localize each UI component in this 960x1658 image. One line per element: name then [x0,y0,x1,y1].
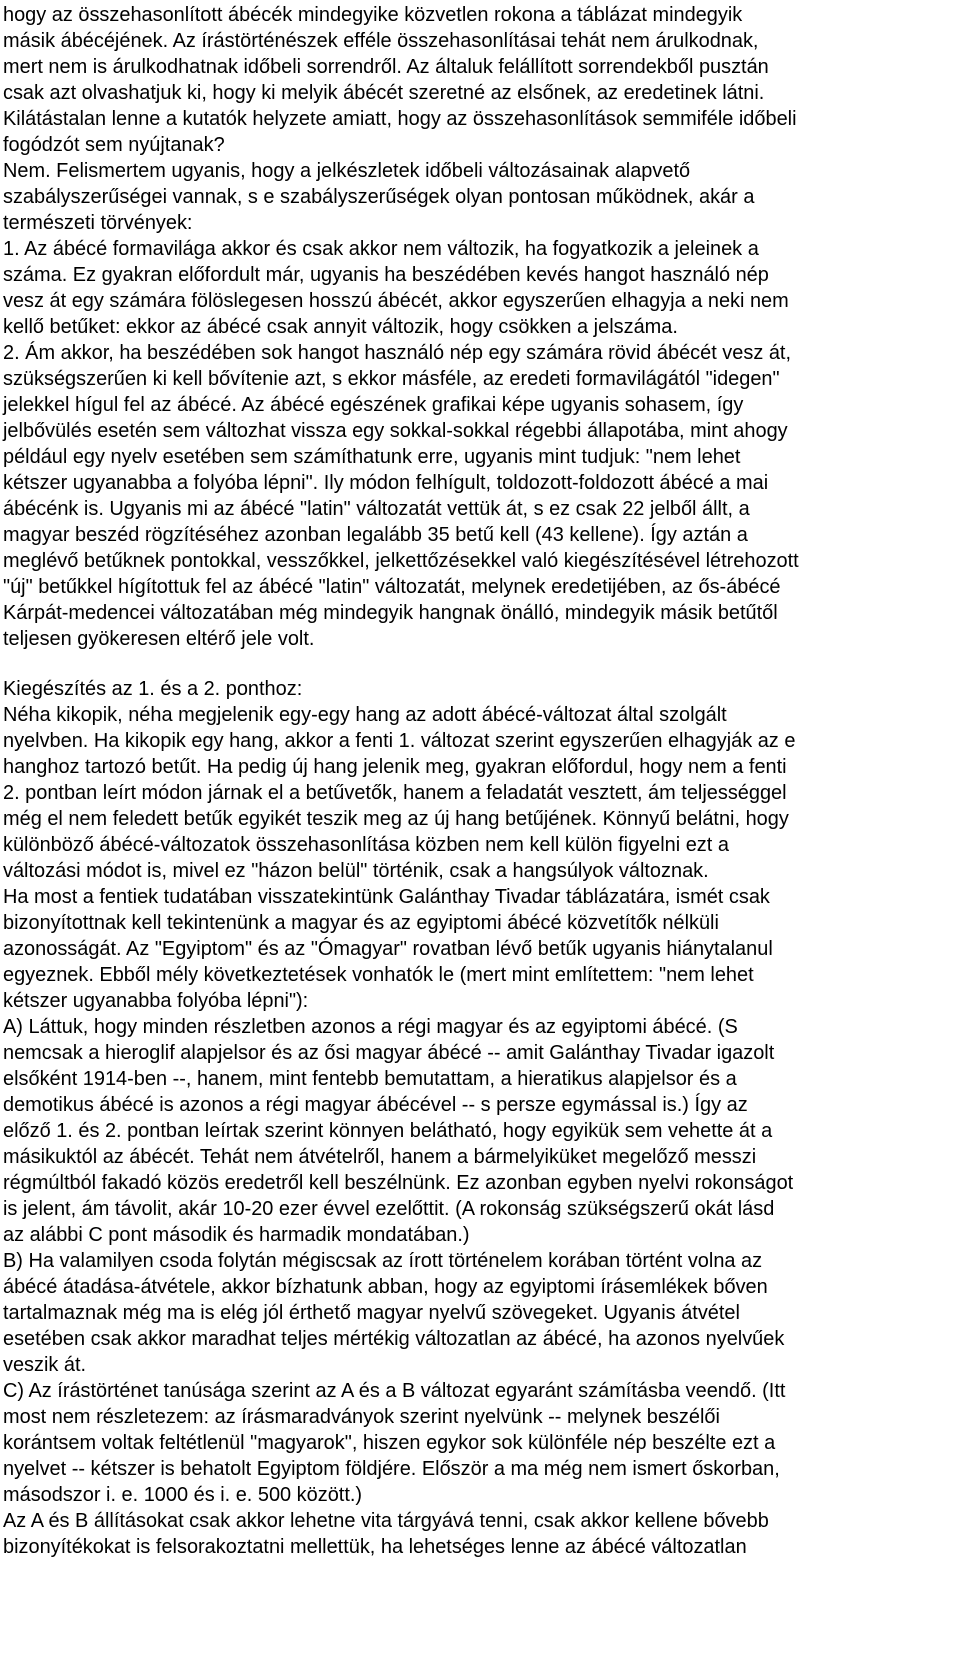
text-line: ábécé átadása-átvétele, akkor bízhatunk abban, hogy az egyiptomi írásemlékek bőven [3,1276,768,1298]
text-line: nemcsak a hieroglif alapjelsor és az ősi magyar ábécé -- amit Galánthay Tivadar igazolt [3,1042,775,1064]
text-line: Kiegészítés az 1. és a 2. ponthoz: [3,678,303,700]
text-line: az alábbi C pont második és harmadik mondatában.) [3,1224,470,1246]
text-line: előző 1. és 2. pontban leírtak szerint könnyen belátható, hogy egyikük sem vehette át a [3,1120,773,1142]
text-line: nyelvben. Ha kikopik egy hang, akkor a fenti 1. változat szerint egyszerűen elhagyják az e [3,730,796,752]
text-line: kellő betűket: ekkor az ábécé csak annyit változik, hogy csökken a jelszáma. [3,316,678,338]
text-line: azonosságát. Az "Egyiptom" és az "Ómagyar" rovatban lévő betűk ugyanis hiánytalanul [3,938,773,960]
text-line: teljesen gyökeresen eltérő jele volt. [3,628,315,650]
text-line: most nem részletezem: az írásmaradványok szerint nyelvünk -- melynek beszélői [3,1406,720,1428]
text-line: Az A és B állításokat csak akkor lehetne vita tárgyává tenni, csak akkor kellene bővebb [3,1510,769,1532]
text-line: B) Ha valamilyen csoda folytán mégiscsak az írott történelem korában történt volna az [3,1250,763,1272]
text-line: tartalmaznak még ma is elég jól érthető magyar nyelvű szövegeket. Ugyanis átvétel [3,1302,740,1324]
text-line: bizonyítottnak kell tekintenünk a magyar és az egyiptomi ábécé közvetítők nélküli [3,912,719,934]
text-line: csak azt olvashatjuk ki, hogy ki melyik ábécét szeretné az elsőnek, az eredetinek látni. [3,82,765,104]
text-line: még el nem feledett betűk egyikét teszik meg az új hang betűjének. Könnyű belátni, hogy [3,808,789,830]
text-line: korántsem voltak feltétlenül "magyarok", hiszen egykor sok különféle nép beszélte ezt a [3,1432,776,1454]
text-line: kétszer ugyanabba folyóba lépni"): [3,990,309,1012]
text-line: például egy nyelv esetében sem számíthatunk erre, ugyanis mint tudjuk: "nem lehet [3,446,741,468]
text-line: másikuktól az ábécét. Tehát nem átvételről, hanem a bármelyiküket megelőző messzi [3,1146,757,1168]
text-line: szükségszerűen ki kell bővítenie azt, s ekkor másféle, az eredeti formavilágától "idegen" [3,368,780,390]
text-line: régmúltból fakadó közös eredetről kell beszélnünk. Ez azonban egyben nyelvi rokonságot [3,1172,794,1194]
text-line: Néha kikopik, néha megjelenik egy-egy hang az adott ábécé-változat által szolgált [3,704,727,726]
text-line: ábécénk is. Ugyanis mi az ábécé "latin" változatát vettük át, s ez csak 22 jelből állt, a [3,498,750,520]
text-line: Nem. Felismertem ugyanis, hogy a jelkészletek időbeli változásainak alapvető [3,160,691,182]
text-line: Kárpát-medencei változatában még mindegyik hangnak önálló, mindegyik másik betűtől [3,602,778,624]
paragraph-block-main [3,2,960,652]
text-line: Kilátástalan lenne a kutatók helyzete amiatt, hogy az összehasonlítások semmiféle időbeli [3,108,797,130]
text-line: demotikus ábécé is azonos a régi magyar ábécével -- s persze egymással is.) Így az [3,1094,748,1116]
text-line: is jelent, ám távolit, akár 10-20 ezer évvel ezelőttit. (A rokonság szükségszerű okát lásd [3,1198,775,1220]
text-line: esetében csak akkor maradhat teljes mértékig változatlan az ábécé, ha azonos nyelvűek [3,1328,785,1350]
text-line: fogódzót sem nyújtanak? [3,134,225,156]
text-line: változási módot is, mivel ez "házon belül" történik, csak a hangsúlyok változnak. [3,860,709,882]
text-line: bizonyítékokat is felsorakoztatni mellettük, ha lehetséges lenne az ábécé változatlan [3,1536,747,1558]
text-line: vesz át egy számára fölöslegesen hosszú ábécét, akkor egyszerűen elhagyja a neki nem [3,290,789,312]
paragraph-block-supplement [3,676,960,1560]
text-line: hanghoz tartozó betűt. Ha pedig új hang jelenik meg, gyakran előfordul, hogy nem a fenti [3,756,787,778]
text-line: másodszor i. e. 1000 és i. e. 500 között.) [3,1484,363,1506]
text-line: jelbővülés esetén sem változhat vissza egy sokkal-sokkal régebbi állapotába, mint ahogy [3,420,788,442]
text-line: magyar beszéd rögzítéséhez azonban legalább 35 betű kell (43 kellene). Így aztán a [3,524,748,546]
text-line: egyeznek. Ebből mély következtetések vonhatók le (mert mint említettem: "nem lehet [3,964,754,986]
text-line: szabályszerűségei vannak, s e szabályszerűségek olyan pontosan működnek, akár a [3,186,755,208]
text-line: veszik át. [3,1354,87,1376]
text-line: száma. Ez gyakran előfordult már, ugyanis ha beszédében kevés hangot használó nép [3,264,769,286]
text-line: jelekkel hígul fel az ábécé. Az ábécé egészének grafikai képe ugyanis sohasem, így [3,394,744,416]
text-line: természeti törvények: [3,212,193,234]
text-line: A) Láttuk, hogy minden részletben azonos a régi magyar és az egyiptomi ábécé. (S [3,1016,738,1038]
text-line: másik ábécéjének. Az írástörténészek efféle összehasonlításai tehát nem árulkodnak, [3,30,759,52]
paragraph-spacer [3,652,960,676]
text-line: Ha most a fentiek tudatában visszatekintünk Galánthay Tivadar táblázatára, ismét csak [3,886,770,908]
text-line: 2. Ám akkor, ha beszédében sok hangot használó nép egy számára rövid ábécét vesz át, [3,342,792,364]
text-line: különböző ábécé-változatok összehasonlítása közben nem kell külön figyelni ezt a [3,834,729,856]
text-line: 2. pontban leírt módon járnak el a betűvetők, hanem a feladatát vesztett, ám teljességgel [3,782,787,804]
text-line: "új" betűkkel hígítottuk fel az ábécé "latin" változatát, melynek eredetijében, az ős-ábécé [3,576,781,598]
text-line: C) Az írástörténet tanúsága szerint az A és a B változat egyaránt számításba veendő. (Itt [3,1380,786,1402]
text-line: kétszer ugyanabba a folyóba lépni". Ily módon felhígult, toldozott-foldozott ábécé a mai [3,472,769,494]
text-line: meglévő betűknek pontokkal, vesszőkkel, jelkettőzésekkel való kiegészítésével létrehozott [3,550,799,572]
text-line: hogy az összehasonlított ábécék mindegyike közvetlen rokona a táblázat mindegyik [3,4,743,26]
text-line: mert nem is árulkodhatnak időbeli sorrendről. Az általuk felállított sorrendekből pusztán [3,56,769,78]
text-line: 1. Az ábécé formavilága akkor és csak akkor nem változik, ha fogyatkozik a jeleinek a [3,238,759,260]
text-line: elsőként 1914-ben --, hanem, mint fentebb bemutattam, a hieratikus alapjelsor és a [3,1068,737,1090]
text-line: nyelvet -- kétszer is behatolt Egyiptom földjére. Először a ma még nem ismert őskorban, [3,1458,780,1480]
